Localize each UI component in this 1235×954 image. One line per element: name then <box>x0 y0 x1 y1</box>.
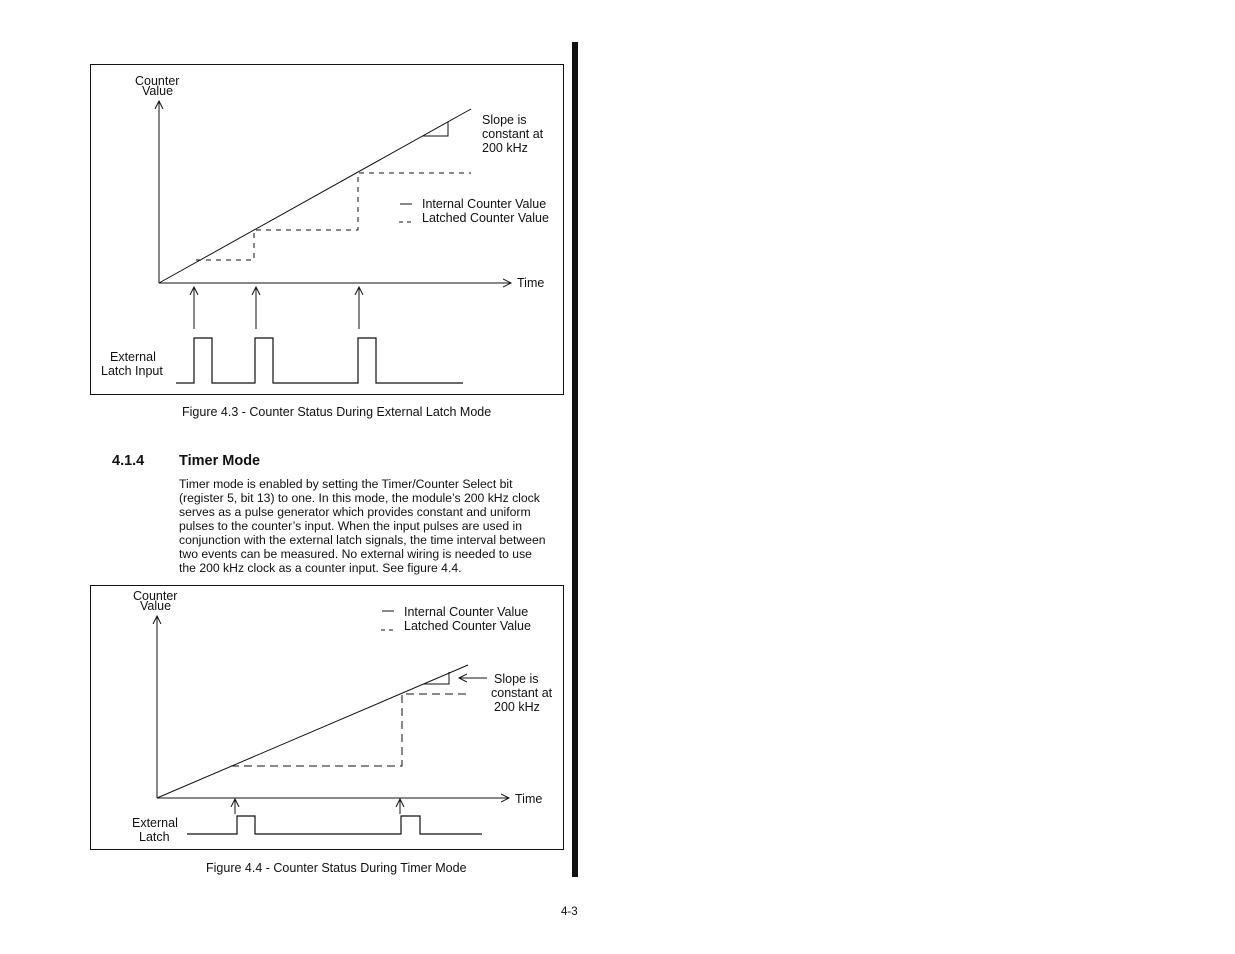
figure-4-4-caption: Figure 4.4 - Counter Status During Timer Mode <box>206 861 467 875</box>
page-edge-bar <box>572 42 578 877</box>
y-axis-label-line2: Value <box>142 84 174 98</box>
slope-label-line1: Slope is <box>494 672 539 686</box>
latched-counter-line <box>231 694 469 766</box>
paragraph-line: conjunction with the external latch signals, the time interval between <box>179 533 546 547</box>
paragraph-line: the 200 kHz clock as a counter input. See figure 4.4. <box>179 561 462 575</box>
section-number: 4.1.4 <box>112 453 145 469</box>
legend-latched-label: Latched Counter Value <box>422 211 549 225</box>
y-axis-label-line1: Counter <box>133 589 178 603</box>
paragraph-line: (register 5, bit 13) to one. In this mode, the module’s 200 kHz clock <box>179 491 540 505</box>
figure-4-3-diagram <box>91 65 565 396</box>
x-axis-label: Time <box>515 792 543 806</box>
legend-latched-label: Latched Counter Value <box>404 619 531 633</box>
latch-label-line2: Latch <box>139 830 170 844</box>
slope-label-line3: 200 kHz <box>494 700 540 714</box>
y-axis-label-line2: Value <box>140 599 172 613</box>
internal-counter-line <box>159 109 471 283</box>
figure-4-3-caption: Figure 4.3 - Counter Status During External Latch Mode <box>182 405 492 419</box>
slope-label-line2: constant at <box>482 127 544 141</box>
y-axis-label-line1: Counter <box>135 74 180 88</box>
slope-label-line2: constant at <box>491 686 553 700</box>
paragraph-line: two events can be measured. No external wiring is needed to use <box>179 547 532 561</box>
x-axis-label: Time <box>517 276 545 290</box>
figure-4-3 <box>90 64 564 395</box>
section-title: Timer Mode <box>179 453 261 469</box>
latch-label-line1: External <box>110 350 156 364</box>
page-number: 4-3 <box>561 906 578 918</box>
figure-4-4 <box>90 585 564 850</box>
legend-internal-label: Internal Counter Value <box>422 197 547 211</box>
latch-pulse-train <box>187 816 482 834</box>
paragraph-line: serves as a pulse generator which provides constant and uniform <box>179 505 531 519</box>
latch-label-line1: External <box>132 816 178 830</box>
legend-internal-label: Internal Counter Value <box>404 605 529 619</box>
slope-label-line1: Slope is <box>482 113 527 127</box>
latch-label-line2: Latch Input <box>101 364 163 378</box>
slope-label-line3: 200 kHz <box>482 141 528 155</box>
paragraph-line: Timer mode is enabled by setting the Timer/Counter Select bit <box>179 477 513 491</box>
latch-pulse-train <box>176 338 463 383</box>
figure-4-4-diagram <box>91 586 565 851</box>
paragraph-line: pulses to the counter’s input. When the input pulses are used in <box>179 519 523 533</box>
section-paragraph <box>179 477 564 575</box>
internal-counter-line <box>157 665 468 798</box>
